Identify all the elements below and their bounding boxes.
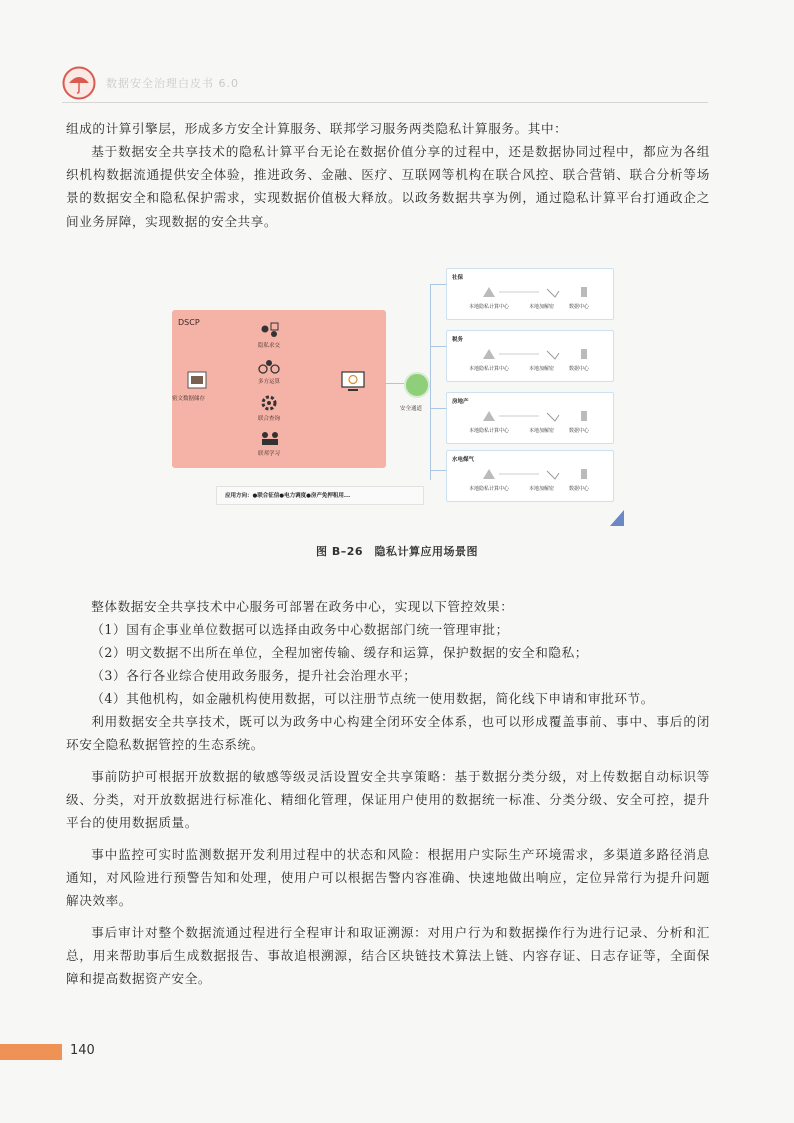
panel-title: 税务: [452, 337, 464, 343]
dscp-label: DSCP: [178, 318, 200, 327]
panel-flow-icons: [477, 285, 597, 299]
panel-flow-icons: [477, 347, 597, 361]
running-header: [62, 66, 708, 103]
service-label: 联邦学习: [258, 451, 281, 457]
panel-label: 本地加解密: [529, 304, 555, 310]
connector-line: [430, 284, 431, 480]
application-direction-text: 应用方向：●联合征信●电力调度●房产免押租用...: [225, 493, 351, 499]
dscp-platform-box: [172, 310, 386, 468]
service-label: 多方运算: [258, 379, 281, 385]
panel-social-security: [446, 268, 614, 320]
panel-label: 本地隐私计算中心: [469, 486, 510, 492]
panel-label: 本地加解密: [529, 486, 555, 492]
panel-label: 数据中心: [569, 366, 590, 372]
panel-flow-icons: [477, 467, 597, 481]
figure-caption: 图 B–26 隐私计算应用场景图: [315, 545, 479, 558]
connector-line: [430, 470, 446, 471]
panel-label: 本地隐私计算中心: [469, 304, 510, 310]
connector-line: [430, 346, 446, 347]
panel-flow-icons: [477, 409, 597, 423]
multi-party-compute-icon: [258, 358, 280, 374]
list-item: （4）其他机构，如金融机构使用数据，可以注册节点统一使用数据，简化线下申请和审批环节。: [91, 691, 654, 706]
paragraph: 事中监控可实时监测数据开发利用过程中的状态和风险：根据用户实际生产环境需求，多渠道多路径消息通知，对风险进行预警告知和处理，使用户可以根据告警内容准确、快速地做出响应，定位异常行为提升问题解决效率。: [66, 847, 710, 909]
database-storage-icon: [186, 370, 208, 390]
list-item: （3）各行各业综合使用政务服务，提升社会治理水平；: [91, 668, 417, 683]
paragraph: 整体数据安全共享技术中心服务可部署在政务中心，实现以下管控效果：: [91, 599, 514, 614]
paragraph: 事前防护可根据开放数据的敏感等级灵活设置安全共享策略：基于数据分类分级，对上传数据自动标识等级、分类，对开放数据进行标准化、精细化管理，保证用户使用的数据统一标准、分类分级、安全可控，提升平台的使用数据质量。: [66, 769, 710, 831]
panel-label: 数据中心: [569, 304, 590, 310]
umbrella-logo-icon: [62, 66, 96, 100]
panel-title: 社保: [452, 275, 464, 281]
privacy-intersection-icon: [260, 320, 280, 338]
panel-label: 数据中心: [569, 486, 590, 492]
list-item: （1）国有企事业单位数据可以选择由政务中心数据部门统一管理审批；: [91, 622, 509, 637]
panel-label: 本地加解密: [529, 366, 555, 372]
figure-privacy-computing-scenario: [172, 264, 624, 528]
page-number: 140: [70, 1043, 95, 1058]
panel-utilities: [446, 450, 614, 502]
connector-line: [430, 408, 446, 409]
secure-channel-hub-icon: [404, 372, 430, 398]
panel-label: 数据中心: [569, 428, 590, 434]
list-item: （2）明文数据不出所在单位，全程加密传输、缓存和运算，保护数据的安全和隐私；: [91, 645, 588, 660]
panel-tax: [446, 330, 614, 382]
connector-line: [386, 383, 404, 384]
panel-title: 水电煤气: [452, 457, 475, 463]
panel-label: 本地隐私计算中心: [469, 428, 510, 434]
panel-label: 本地隐私计算中心: [469, 366, 510, 372]
corner-triangle-decoration: [610, 510, 624, 526]
panel-label: 本地加解密: [529, 428, 555, 434]
left-node-label: 密文数据储存: [172, 396, 206, 402]
panel-title: 房地产: [452, 399, 469, 405]
joint-query-gear-icon: [260, 394, 280, 412]
application-direction-bar: [216, 486, 424, 505]
page-accent-bar: [0, 1044, 62, 1060]
service-label: 联合查询: [258, 416, 281, 422]
hub-label: 安全通道: [400, 406, 423, 412]
monitor-icon: [340, 370, 366, 394]
header-title: 数据安全治理白皮书 6.0: [106, 77, 239, 90]
service-label: 隐私求交: [258, 343, 281, 349]
paragraph: 利用数据安全共享技术，既可以为政务中心构建全闭环安全体系，也可以形成覆盖事前、事中、事后的闭环安全隐私数据管控的生态系统。: [66, 714, 710, 753]
federated-learning-icon: [260, 430, 280, 446]
paragraph: 组成的计算引擎层，形成多方安全计算服务、联邦学习服务两类隐私计算服务。其中：: [66, 121, 568, 136]
paragraph: 事后审计对整个数据流通过程进行全程审计和取证溯源：对用户行为和数据操作行为进行记录、分析和汇总，用来帮助事后生成数据报告、事故追根溯源，结合区块链技术算法上链、内容存证、日志存证等，全面保障和提高数据资产安全。: [66, 925, 710, 987]
connector-line: [430, 284, 446, 285]
panel-real-estate: [446, 392, 614, 444]
paragraph: 基于数据安全共享技术的隐私计算平台无论在数据价值分享的过程中，还是数据协同过程中，都应为各组织机构数据流通提供安全体验，推进政务、金融、医疗、互联网等机构在联合风控、联合营销、联合分析等场景的数据安全和隐私保护需求，实现数据价值极大释放。以政务数据共享为例，通过隐私计算平台打通政企之间业务屏障，实现数据的安全共享。: [66, 144, 710, 229]
